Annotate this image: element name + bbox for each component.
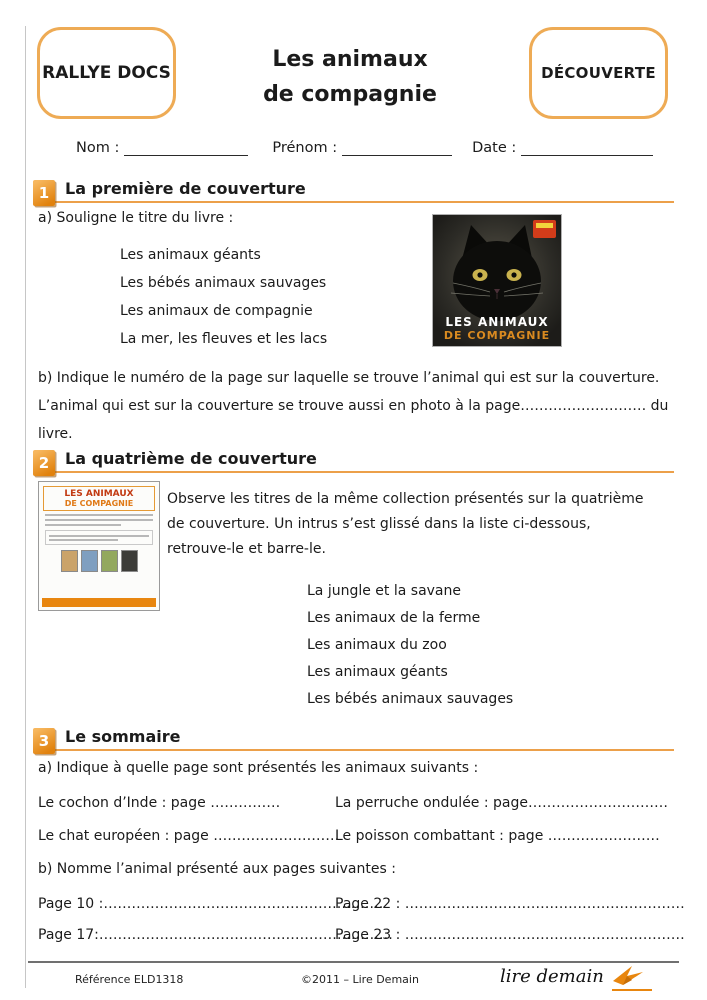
section-3-number-badge: 3 [33,728,55,754]
list-item: La jungle et la savane [307,583,461,599]
question-cell: La perruche ondulée : page………………………… [335,795,668,811]
section-1-question-b [38,364,668,448]
choice-item: Les animaux géants [120,247,261,263]
question-cell: Page 10 :…………………………………………………… [38,896,384,912]
nom-label: Nom : [76,140,120,156]
footer-reference: Référence ELD1318 [75,973,184,986]
section-2-header [33,449,674,473]
text-placeholder-line [49,535,149,537]
section-1-title: La première de couverture [65,179,306,198]
question-cell: Page 23 : …………………………………………………… [335,927,685,943]
back-cover-title-line2: DE COMPAGNIE [64,499,134,508]
date-write-line [521,139,653,156]
sommaire-page-questions [38,795,678,861]
list-item: Les animaux géants [307,664,448,680]
cat-illustration [433,215,561,346]
question-cell: Le poisson combattant : page …………………… [335,828,660,844]
page-title [214,42,486,112]
back-cover-title-band [43,486,155,511]
rallye-docs-badge [37,27,176,119]
section-2-title: La quatrième de couverture [65,449,317,468]
instruction-line: retrouve-le et barre-le. [167,541,326,557]
collection-badge [533,220,556,238]
cat-head [453,241,541,321]
choice-item: La mer, les fleuves et les lacs [120,331,328,347]
nom-write-line [124,139,248,156]
collection-titles-list [307,578,513,713]
logo-subtext-decoration [612,989,652,991]
footer-divider [28,961,679,963]
question-b-line: livre. [38,426,73,442]
publisher-logo-text: lire demain [500,965,604,987]
thumbnail-placeholder [101,550,118,572]
choice-item: Les animaux de compagnie [120,303,313,319]
question-b-line: L’animal qui est sur la couverture se trouve aussi en photo à la page……………………… du [38,398,669,414]
question-cell: Page 22 : …………………………………………………… [335,896,685,912]
cat-pupil-left [477,272,482,277]
date-label: Date : [472,140,517,156]
back-cover-title-line1: LES ANIMAUX [64,489,134,499]
paper-bird-logo-icon [611,964,647,988]
title-choices-list [120,241,327,353]
cover-title-line1: LES ANIMAUX [445,315,549,329]
instruction-line: Observe les titres de la même collection présentés sur la quatrième [167,491,644,507]
cover-title-line2: DE COMPAGNIE [443,329,551,342]
text-placeholder-line [45,524,121,526]
section-2-number-badge: 2 [33,450,55,476]
question-cell: Le chat européen : page ……………………… [38,828,340,844]
page-title-line1: Les animaux [272,47,428,72]
thumbnail-placeholder [81,550,98,572]
list-item: Les bébés animaux sauvages [307,691,514,707]
instruction-line: de couverture. Un intrus s’est glissé dans la liste ci-dessous, [167,516,591,532]
collection-frame [45,530,153,545]
section-2-instruction [167,487,644,562]
list-item: Les animaux de la ferme [307,610,481,626]
thumbnail-placeholder [61,550,78,572]
section-3-question-a: a) Indique à quelle page sont présentés les animaux suivants : [38,760,479,776]
table-row [38,828,678,861]
thumbnail-placeholder [121,550,138,572]
decouverte-label: DÉCOUVERTE [541,64,656,82]
back-cover-image [38,481,160,611]
section-1-number-badge: 1 [33,180,55,206]
footer-copyright: ©2011 – Lire Demain [301,973,419,986]
table-row [38,896,685,927]
prenom-write-line [342,139,452,156]
question-cell: Le cochon d’Inde : page …………… [38,795,281,811]
choice-item: Les bébés animaux sauvages [120,275,327,291]
identity-row [76,139,653,156]
back-cover-bottom-band [42,598,156,607]
publisher-logo [500,964,647,988]
text-placeholder-line [45,514,153,516]
rallye-docs-label: RALLYE DOCS [42,63,171,83]
question-b-line: b) Indique le numéro de la page sur laquelle se trouve l’animal qui est sur la couverture. [38,370,660,386]
list-item: Les animaux du zoo [307,637,447,653]
table-row [38,795,678,828]
section-3-question-b: b) Nomme l’animal présenté aux pages suivantes : [38,861,396,877]
cat-pupil-right [511,272,516,277]
decouverte-badge [529,27,668,119]
section-1-header [33,179,674,203]
question-cell: Page 17:……………………………………………………… [38,927,393,943]
page-name-questions [38,896,685,958]
section-1-question-a: a) Souligne le titre du livre : [38,210,234,226]
collection-badge-stripe [536,223,553,228]
book-cover-image [432,214,562,347]
page-title-line2: de compagnie [263,82,437,107]
prenom-label: Prénom : [272,140,338,156]
section-3-title: Le sommaire [65,727,181,746]
table-row [38,927,685,958]
text-placeholder-line [45,519,153,521]
section-3-header [33,727,674,751]
collection-thumbnails [45,550,153,572]
page-edge-line [25,26,26,988]
text-placeholder-line [49,539,118,541]
